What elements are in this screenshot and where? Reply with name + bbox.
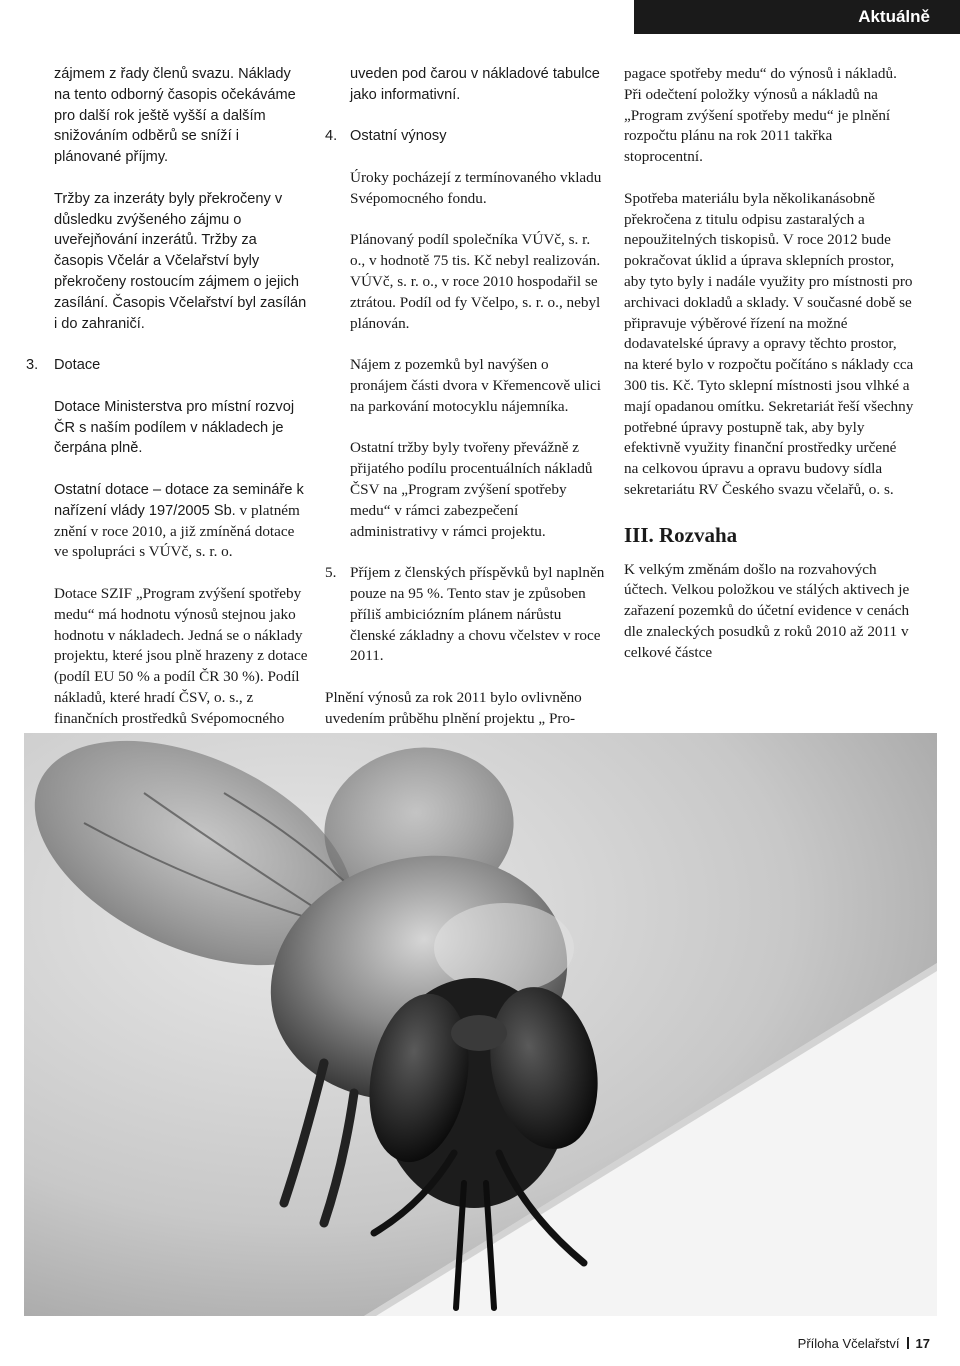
- right-column: [624, 64, 914, 684]
- section-header: Aktuálně: [634, 0, 960, 34]
- item-3-heading: [26, 355, 310, 376]
- thorax-highlight: [434, 903, 574, 993]
- middle-column: [325, 64, 607, 750]
- left-paragraph-2b: Tržby za časopis Včelár a Včelařství byly překročeny rostoucím zájmem o jejich zasílání. Časopis Včelařství byl zasílán i do zahraničí.: [54, 232, 307, 332]
- left-paragraph-1: zájmem z řady členů svazu. Náklady na tento odborný časopis očekáváme pro další rok ještě vyšší a dalším snižováním odběrů se sníží i plánované příjmy.: [54, 66, 296, 166]
- item-3-number: 3.: [26, 357, 39, 374]
- footer-divider: [907, 1337, 909, 1349]
- item-4-number: 4.: [325, 128, 338, 145]
- item-5-text: Příjem z členských příspěvků byl naplněn pouze na 95 %. Tento stav je způsoben příliš ambiciózním plánem nárůstu členské základny a chovu včelstev v roce 2011.: [350, 564, 605, 665]
- section-title-rozvaha: III. Rozvaha: [624, 522, 738, 547]
- mid-paragraph-5: Ostatní tržby byly tvořeny převážně z přijatého podílu procentuálních nákladů ČSV na „Program zvýšení spotřeby medu“ v rámci zabezpečení administrativy v rámci projektu.: [350, 439, 593, 540]
- page-footer: [798, 1336, 930, 1351]
- left-paragraph-4: [54, 480, 310, 563]
- left-paragraph-3: Dotace Ministerstva pro místní rozvoj ČR s naším podílem v nákladech je čerpána plně.: [54, 398, 295, 457]
- right-paragraph-2: Spotřeba materiálu byla několikanásobně překročena z titulu odpisu zastaralých a nepoužitelných tiskopisů. V roce 2012 bude pokračovat úklid a úprava sklepních prostor, aby tyto byly i nadále využity pro místnosti pro archivaci dokladů a sklady. V současné době se připravuje výběrové řízení na možné dodavatelské úpravy a opravy těchto prostor, na které bylo v rozpočtu počítáno s náklady cca 300 tis. Kč. Tyto sklepní místnosti jsou vlhké a mají opadanou omítku. Sekretariát řeší všechny potřebné úpravy postupně tak, aby byly efektivně využity finanční prostředky určené na celkovou úpravu a opravu budovy sídla sekretariátu RV Českého svazu včelařů, o. s.: [624, 189, 914, 498]
- left-paragraph-2: [54, 189, 310, 335]
- right-paragraph-3: K velkým změnám došlo na rozvahových účtech. Velkou položkou ve stálých aktivech je zařazení pozemků do účetní evidence v cenách dle znaleckých posudků z roků 2010 až 2011 v celkové částce: [624, 560, 910, 661]
- item-3-title: Dotace: [54, 357, 101, 374]
- item-4-heading: [325, 126, 607, 147]
- mid-paragraph-2: Úroky pocházejí z termínovaného vkladu Svépomocného fondu.: [350, 168, 602, 207]
- page-number: 17: [915, 1336, 930, 1351]
- ocelli: [451, 1015, 507, 1051]
- left-paragraph-4a: Ostatní dotace – dotace za semináře k nařízení vlády 197/2005 Sb.: [54, 481, 304, 519]
- mid-paragraph-1: uveden pod čarou v nákladové tabulce jako informativní.: [350, 66, 600, 103]
- left-column: [26, 64, 310, 771]
- bee-photo: [24, 733, 937, 1316]
- footer-publication: Příloha Včelařství: [797, 1336, 900, 1351]
- right-paragraph-1: pagace spotřeby medu“ do výnosů i nákladů. Při odečtení položky výnosů a nákladů na „Program zvýšení spotřeby medu“ je plnění rozpočtu plánu na rok 2011 takřka stoprocentní.: [624, 65, 897, 166]
- left-paragraph-2a: Tržby za inzeráty byly překročeny v důsledku zvýšeného zájmu o uveřejňování inzerátů.: [54, 190, 283, 249]
- mid-paragraph-4: Nájem z pozemků byl navýšen o pronájem části dvora v Křemencově ulici na parkování motocyklu nájemníka.: [350, 356, 601, 415]
- item-5: [325, 563, 607, 667]
- left-paragraph-5: Dotace SZIF „Program zvýšení spotřeby medu“ má hodnotu výnosů stejnou jako hodnotu v nákladech. Jedná se o náklady projektu, které jsou plně hrazeny z dotace (podíl EU 50 % a podíl ČR 30 %). Podíl nákladů, které hradí ČSV, o. s., z finančních prostředků Svépomocného: [54, 584, 308, 727]
- left-paragraph-4b: v platném znění v roce 2010, a již zmíněná dotace ve spolupráci s VÚVč, s. r. o.: [54, 501, 300, 561]
- item-5-number: 5.: [325, 564, 337, 582]
- mid-paragraph-3: Plánovaný podíl společníka VÚVč, s. r. o., v hodnotě 75 tis. Kč nebyl realizován. VÚVč, s. r. o., v roce 2010 hospodařil se ztrátou. Podíl od fy Včelpo, s. r. o., nebyl plánován.: [350, 231, 601, 332]
- item-4-title: Ostatní výnosy: [350, 128, 447, 145]
- bee-illustration: [24, 733, 937, 1316]
- mid-paragraph-6: Plnění výnosů za rok 2011 bylo ovlivněno uvedením průběhu plnění projektu „ Pro-: [325, 688, 582, 727]
